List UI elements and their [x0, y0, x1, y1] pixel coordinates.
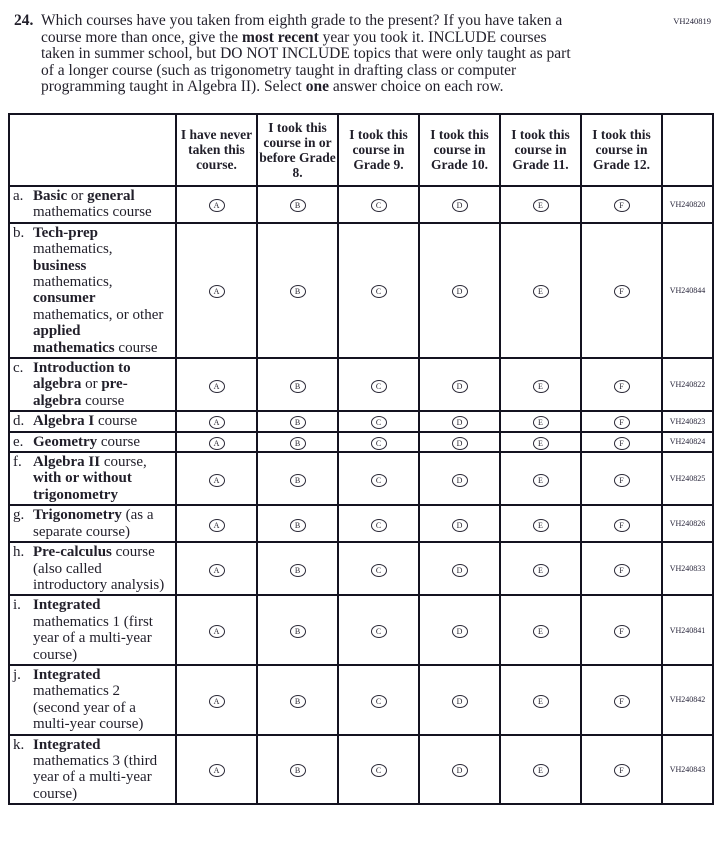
text-segment: Tech-prep: [33, 224, 99, 241]
answer-bubble-E[interactable]: E: [533, 416, 549, 429]
answer-bubble-C[interactable]: C: [371, 285, 387, 298]
answer-cell: [257, 665, 338, 735]
answer-bubble-F[interactable]: F: [614, 764, 630, 777]
answer-bubble-D[interactable]: D: [452, 564, 468, 577]
answer-cell: [500, 505, 581, 542]
answer-cell: [500, 432, 581, 452]
text-segment: applied mathematics: [33, 323, 115, 356]
answer-cell: [176, 595, 257, 665]
answer-cell: [581, 665, 662, 735]
text-segment: consumer: [33, 290, 96, 307]
course-table-body: [9, 186, 713, 804]
text-segment: mathematics,: [33, 241, 113, 258]
answer-bubble-A[interactable]: A: [209, 416, 225, 429]
course-cell: [9, 665, 176, 735]
answer-bubble-B[interactable]: B: [290, 564, 306, 577]
answer-bubble-D[interactable]: D: [452, 199, 468, 212]
text-segment: course: [97, 433, 141, 450]
course-name: [33, 225, 165, 356]
answer-bubble-C[interactable]: C: [371, 625, 387, 638]
header-never-taken: I have never taken this course.: [176, 114, 257, 186]
answer-bubble-A[interactable]: A: [209, 519, 225, 532]
answer-cell: [338, 432, 419, 452]
text-segment: Integrated: [33, 666, 101, 683]
answer-cell: [176, 223, 257, 358]
answer-bubble-B[interactable]: B: [290, 695, 306, 708]
answer-cell: [176, 358, 257, 411]
answer-cell: [581, 452, 662, 505]
answer-bubble-D[interactable]: D: [452, 285, 468, 298]
row-code: VH240820: [662, 186, 713, 223]
answer-cell: [581, 223, 662, 358]
answer-cell: [176, 186, 257, 223]
course-table-header: [9, 114, 713, 186]
header-grade9: I took this course in Grade 9.: [338, 114, 419, 186]
answer-cell: [419, 542, 500, 595]
row-code: VH240825: [662, 452, 713, 505]
answer-bubble-F[interactable]: F: [614, 199, 630, 212]
answer-cell: [500, 223, 581, 358]
answer-cell: [176, 411, 257, 431]
answer-bubble-C[interactable]: C: [371, 437, 387, 450]
course-cell: [9, 432, 176, 452]
text-segment: Geometry: [33, 433, 98, 450]
row-letter: i.: [13, 597, 21, 614]
answer-bubble-A[interactable]: A: [209, 199, 225, 212]
text-segment: Introduction to algebra: [33, 360, 131, 393]
course-cell: [9, 223, 176, 358]
text-segment: one: [305, 78, 329, 96]
answer-cell: [500, 735, 581, 805]
text-segment: course: [114, 339, 158, 356]
answer-cell: [419, 432, 500, 452]
table-row: [9, 223, 713, 358]
answer-bubble-B[interactable]: B: [290, 764, 306, 777]
answer-cell: [500, 411, 581, 431]
answer-bubble-F[interactable]: F: [614, 625, 630, 638]
answer-cell: [581, 505, 662, 542]
header-corner-blank: [9, 114, 176, 186]
course-table: [8, 113, 714, 805]
text-segment: course: [81, 392, 125, 409]
text-segment: course,: [100, 454, 147, 471]
table-row: [9, 665, 713, 735]
answer-bubble-F[interactable]: F: [614, 474, 630, 487]
answer-cell: [176, 505, 257, 542]
text-segment: Trigonometry: [33, 507, 122, 524]
answer-cell: [500, 595, 581, 665]
answer-bubble-A[interactable]: A: [209, 437, 225, 450]
answer-bubble-B[interactable]: B: [290, 416, 306, 429]
header-before-grade8: I took this course in or before Grade 8.: [257, 114, 338, 186]
course-cell: [9, 735, 176, 805]
text-segment: Pre-calculus: [33, 544, 112, 561]
answer-bubble-B[interactable]: B: [290, 380, 306, 393]
answer-bubble-C[interactable]: C: [371, 416, 387, 429]
answer-bubble-D[interactable]: D: [452, 764, 468, 777]
text-segment: with or without trigonometry: [33, 470, 132, 503]
answer-bubble-D[interactable]: D: [452, 519, 468, 532]
answer-bubble-E[interactable]: E: [533, 519, 549, 532]
course-name: [33, 434, 165, 450]
table-row: [9, 432, 713, 452]
course-cell: [9, 542, 176, 595]
answer-bubble-A[interactable]: A: [209, 695, 225, 708]
text-segment: course: [94, 413, 138, 430]
answer-bubble-C[interactable]: C: [371, 564, 387, 577]
text-segment: Algebra II: [33, 454, 101, 471]
row-code: VH240844: [662, 223, 713, 358]
answer-bubble-B[interactable]: B: [290, 625, 306, 638]
answer-bubble-F[interactable]: F: [614, 416, 630, 429]
text-segment: answer choice on each row.: [328, 78, 504, 96]
course-name: [33, 737, 165, 803]
table-row: [9, 452, 713, 505]
answer-cell: [419, 411, 500, 431]
course-cell: [9, 505, 176, 542]
answer-bubble-E[interactable]: E: [533, 625, 549, 638]
text-segment: mathematics 3 (third year of a multi-year course): [33, 752, 158, 802]
row-code: VH240824: [662, 432, 713, 452]
answer-bubble-B[interactable]: B: [290, 474, 306, 487]
answer-bubble-E[interactable]: E: [533, 764, 549, 777]
answer-bubble-E[interactable]: E: [533, 285, 549, 298]
answer-cell: [581, 432, 662, 452]
question-block: [14, 13, 589, 96]
course-name: [33, 544, 165, 593]
answer-cell: [419, 665, 500, 735]
text-segment: (as a separate course): [33, 507, 154, 540]
answer-cell: [338, 186, 419, 223]
header-row: [9, 114, 713, 186]
text-segment: year you took it. INCLUDE courses taken in summer school, but DO NOT INCLUDE topics that were only taught as part of a longer course (such as trigonometry taught in drafting class or computer programming taught in Algebra II). Select: [41, 28, 571, 96]
answer-cell: [500, 542, 581, 595]
answer-cell: [419, 505, 500, 542]
answer-cell: [581, 735, 662, 805]
answer-cell: [338, 735, 419, 805]
table-row: [9, 595, 713, 665]
text-segment: general: [87, 187, 135, 204]
answer-bubble-C[interactable]: C: [371, 199, 387, 212]
answer-bubble-B[interactable]: B: [290, 199, 306, 212]
answer-cell: [500, 186, 581, 223]
answer-bubble-E[interactable]: E: [533, 474, 549, 487]
course-name: [33, 454, 165, 503]
text-segment: pre-algebra: [33, 376, 128, 409]
answer-cell: [176, 665, 257, 735]
answer-bubble-E[interactable]: E: [533, 380, 549, 393]
text-segment: mathematics 1 (first year of a multi-year course): [33, 613, 153, 663]
answer-bubble-F[interactable]: F: [614, 695, 630, 708]
row-code: VH240833: [662, 542, 713, 595]
text-segment: business: [33, 257, 87, 274]
text-segment: Which courses have you taken from eighth grade to the present? If you have taken a course more than once, give the: [41, 12, 563, 46]
answer-bubble-A[interactable]: A: [209, 764, 225, 777]
question-number: 24.: [14, 12, 34, 29]
answer-bubble-D[interactable]: D: [452, 474, 468, 487]
answer-cell: [257, 186, 338, 223]
text-segment: mathematics course: [33, 204, 152, 221]
answer-bubble-E[interactable]: E: [533, 199, 549, 212]
answer-cell: [581, 595, 662, 665]
text-segment: Basic: [33, 187, 68, 204]
answer-bubble-B[interactable]: B: [290, 437, 306, 450]
text-segment: Integrated: [33, 597, 101, 614]
row-code: VH240823: [662, 411, 713, 431]
course-cell: [9, 358, 176, 411]
course-name: [33, 507, 165, 540]
answer-cell: [257, 505, 338, 542]
text-segment: mathematics,: [33, 274, 113, 290]
row-letter: b.: [13, 224, 25, 241]
answer-cell: [581, 542, 662, 595]
answer-cell: [257, 358, 338, 411]
answer-bubble-E[interactable]: E: [533, 564, 549, 577]
answer-cell: [257, 542, 338, 595]
answer-bubble-A[interactable]: A: [209, 474, 225, 487]
answer-bubble-D[interactable]: D: [452, 416, 468, 429]
course-name: [33, 413, 165, 429]
answer-cell: [419, 358, 500, 411]
course-cell: [9, 452, 176, 505]
answer-bubble-D[interactable]: D: [452, 380, 468, 393]
answer-bubble-C[interactable]: C: [371, 519, 387, 532]
answer-cell: [338, 505, 419, 542]
course-cell: [9, 411, 176, 431]
answer-bubble-C[interactable]: C: [371, 695, 387, 708]
answer-bubble-C[interactable]: C: [371, 380, 387, 393]
answer-bubble-D[interactable]: D: [452, 625, 468, 638]
table-row: [9, 735, 713, 805]
header-code-blank: [662, 114, 713, 186]
text-segment: mathematics 2 (second year of a multi-year course): [33, 683, 144, 733]
answer-bubble-F[interactable]: F: [614, 380, 630, 393]
answer-cell: [257, 223, 338, 358]
header-grade10: I took this course in Grade 10.: [419, 114, 500, 186]
answer-bubble-C[interactable]: C: [371, 474, 387, 487]
answer-cell: [338, 411, 419, 431]
row-letter: f.: [13, 454, 22, 471]
answer-cell: [257, 735, 338, 805]
row-letter: e.: [13, 433, 24, 450]
answer-cell: [257, 452, 338, 505]
course-cell: [9, 186, 176, 223]
answer-bubble-B[interactable]: B: [290, 285, 306, 298]
table-row: [9, 358, 713, 411]
answer-cell: [581, 358, 662, 411]
answer-cell: [338, 223, 419, 358]
answer-cell: [176, 542, 257, 595]
answer-cell: [338, 358, 419, 411]
page-corner-code: VH240819: [673, 16, 711, 26]
row-code: VH240842: [662, 665, 713, 735]
answer-cell: [257, 432, 338, 452]
table-row: [9, 505, 713, 542]
text-segment: or: [67, 187, 88, 204]
answer-cell: [419, 595, 500, 665]
answer-bubble-F[interactable]: F: [614, 564, 630, 577]
text-segment: course (also called introductory analysis): [33, 544, 165, 593]
answer-cell: [419, 223, 500, 358]
answer-bubble-A[interactable]: A: [209, 285, 225, 298]
answer-cell: [176, 432, 257, 452]
answer-cell: [338, 452, 419, 505]
row-letter: d.: [13, 413, 25, 430]
row-letter: a.: [13, 187, 24, 204]
text-segment: mathematics, or other: [33, 306, 164, 323]
answer-cell: [419, 735, 500, 805]
row-code: VH240822: [662, 358, 713, 411]
answer-bubble-E[interactable]: E: [533, 695, 549, 708]
answer-cell: [176, 452, 257, 505]
table-row: [9, 186, 713, 223]
course-name: [33, 597, 165, 663]
answer-cell: [338, 665, 419, 735]
row-letter: k.: [13, 736, 25, 753]
course-cell: [9, 595, 176, 665]
answer-bubble-A[interactable]: A: [209, 625, 225, 638]
questionnaire-page: [0, 13, 716, 859]
answer-bubble-D[interactable]: D: [452, 437, 468, 450]
table-row: [9, 411, 713, 431]
course-name: [33, 360, 165, 409]
answer-bubble-D[interactable]: D: [452, 695, 468, 708]
answer-cell: [419, 452, 500, 505]
answer-bubble-B[interactable]: B: [290, 519, 306, 532]
course-name: [33, 667, 165, 733]
answer-cell: [581, 186, 662, 223]
row-letter: g.: [13, 507, 25, 524]
text-segment: Integrated: [33, 736, 101, 753]
row-letter: h.: [13, 544, 25, 561]
row-code: VH240843: [662, 735, 713, 805]
table-row: [9, 542, 713, 595]
question-text: [41, 13, 581, 96]
answer-bubble-C[interactable]: C: [371, 764, 387, 777]
text-segment: most recent: [242, 28, 319, 46]
answer-cell: [581, 411, 662, 431]
answer-cell: [257, 411, 338, 431]
answer-cell: [338, 595, 419, 665]
row-code: VH240826: [662, 505, 713, 542]
answer-bubble-A[interactable]: A: [209, 380, 225, 393]
answer-bubble-A[interactable]: A: [209, 564, 225, 577]
row-letter: j.: [13, 666, 21, 683]
text-segment: or: [81, 376, 102, 393]
header-grade11: I took this course in Grade 11.: [500, 114, 581, 186]
answer-cell: [338, 542, 419, 595]
text-segment: Algebra I: [33, 413, 95, 430]
course-name: [33, 188, 165, 221]
row-letter: c.: [13, 360, 24, 377]
answer-cell: [257, 595, 338, 665]
answer-cell: [500, 452, 581, 505]
answer-bubble-F[interactable]: F: [614, 285, 630, 298]
answer-bubble-F[interactable]: F: [614, 437, 630, 450]
header-grade12: I took this course in Grade 12.: [581, 114, 662, 186]
answer-cell: [500, 665, 581, 735]
row-code: VH240841: [662, 595, 713, 665]
answer-bubble-E[interactable]: E: [533, 437, 549, 450]
answer-cell: [500, 358, 581, 411]
answer-bubble-F[interactable]: F: [614, 519, 630, 532]
answer-cell: [176, 735, 257, 805]
answer-cell: [419, 186, 500, 223]
